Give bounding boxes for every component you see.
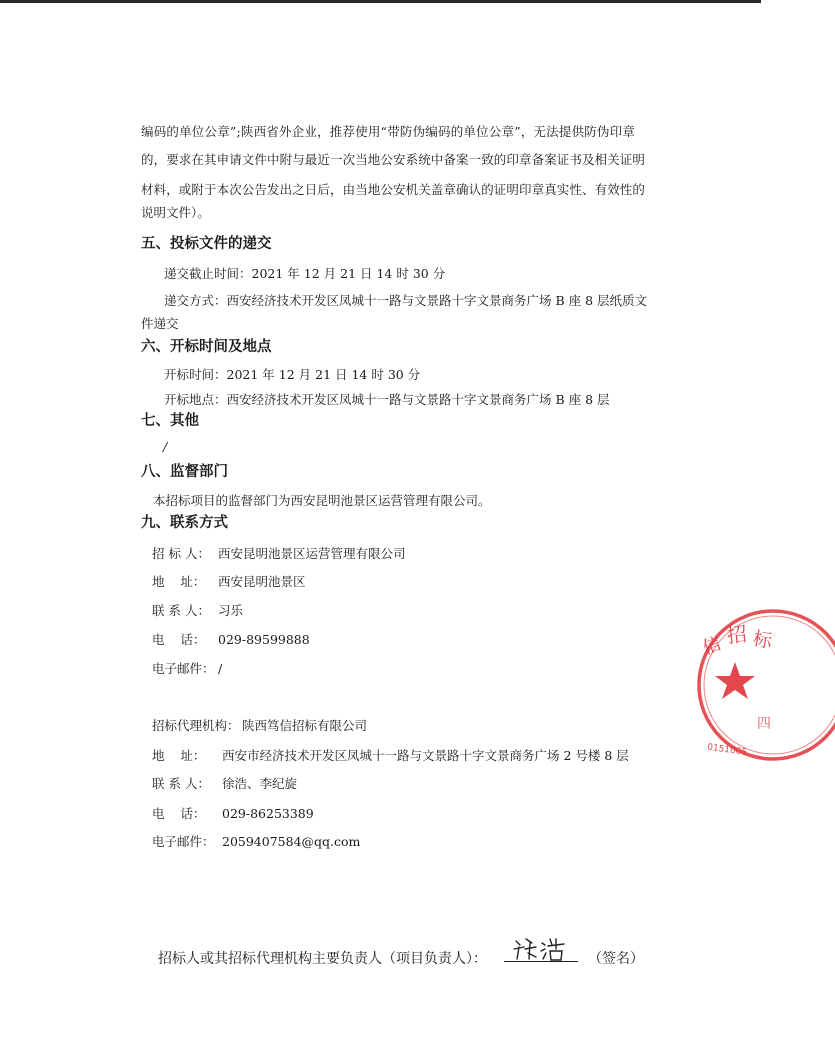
- tenderer-contact-label: 联 系 人：: [152, 603, 210, 618]
- svg-text:四: 四: [757, 716, 771, 732]
- intro-line-4: 说明文件）。: [141, 205, 210, 220]
- agency-phone: 029-86253389: [222, 806, 314, 821]
- tenderer-email-label: 电子邮件：: [152, 661, 215, 676]
- tenderer-name-label: 招 标 人：: [152, 546, 210, 561]
- s8-content: 本招标项目的监督部门为西安昆明池景区运营管理有限公司。: [153, 493, 491, 508]
- tenderer-addr-row: [152, 574, 306, 590]
- intro-line-3: 材料，或附于本次公告发出之日后，由当地公安机关盖章确认的证明印章真实性、有效性的: [141, 182, 646, 197]
- section-9-title: 九、联系方式: [141, 515, 228, 531]
- tenderer-email-row: [152, 661, 222, 677]
- tenderer-addr: 西安昆明池景区: [218, 574, 306, 589]
- agency-addr-row: [152, 748, 629, 764]
- seal-star-icon: [715, 662, 755, 699]
- tenderer-phone-label: 电 话：: [152, 632, 206, 647]
- agency-addr-label: 地 址：: [152, 748, 206, 763]
- s5-deadline: 递交截止时间：2021 年 12 月 21 日 14 时 30 分: [164, 266, 446, 281]
- tenderer-contact: 习乐: [218, 603, 244, 618]
- page-top-border: [0, 0, 761, 3]
- tenderer-name: 西安昆明池景区运营管理有限公司: [218, 546, 406, 561]
- s5-method-line-2: 件递交: [141, 316, 179, 331]
- agency-phone-row: [152, 806, 314, 822]
- intro-line-2: 的，要求在其申请文件中附与最近一次当地公安系统中备案一致的印章备案证书及相关证明: [141, 152, 646, 167]
- tenderer-name-row: [152, 546, 406, 562]
- svg-text:标: 标: [751, 627, 774, 653]
- section-7-title: 七、其他: [141, 413, 199, 429]
- agency-email: 2059407584@qq.com: [222, 834, 361, 849]
- section-8-title: 八、监督部门: [141, 464, 228, 480]
- agency-addr: 西安市经济技术开发区凤城十一路与文景路十字文景商务广场 2 号楼 8 层: [222, 748, 629, 763]
- agency-name: 陕西笃信招标有限公司: [242, 718, 368, 733]
- tenderer-phone: 029-89599888: [218, 632, 310, 647]
- svg-text:招: 招: [725, 621, 749, 648]
- svg-text:0151005: 0151005: [706, 742, 748, 759]
- s6-place: 开标地点：西安经济技术开发区凤城十一路与文景路十字文景商务广场 B 座 8 层: [164, 392, 610, 407]
- tenderer-addr-label: 地 址：: [152, 574, 206, 589]
- agency-contact-label: 联 系 人：: [152, 776, 210, 791]
- agency-email-row: [152, 834, 360, 850]
- s6-time: 开标时间：2021 年 12 月 21 日 14 时 30 分: [164, 367, 421, 382]
- agency-phone-label: 电 话：: [152, 806, 206, 821]
- section-5-title: 五、投标文件的递交: [141, 236, 272, 252]
- agency-contact: 徐浩、李纪旋: [222, 776, 298, 791]
- handwritten-signature: [512, 935, 572, 963]
- s7-content: /: [163, 439, 168, 454]
- agency-name-row: [152, 718, 367, 734]
- signature-suffix: （签名）: [588, 951, 644, 967]
- svg-text:信: 信: [700, 633, 725, 660]
- agency-email-label: 电子邮件：: [152, 834, 215, 849]
- tenderer-phone-row: [152, 632, 310, 648]
- agency-contact-row: [152, 776, 297, 792]
- section-6-title: 六、开标时间及地点: [141, 339, 272, 355]
- tenderer-email: /: [218, 661, 223, 676]
- company-seal: [695, 600, 835, 770]
- intro-line-1: 编码的单位公章”;陕西省外企业，推荐使用“带防伪编码的单位公章”，无法提供防伪印章: [141, 124, 636, 139]
- signature-label: 招标人或其招标代理机构主要负责人（项目负责人）：: [158, 951, 487, 967]
- tenderer-contact-row: [152, 603, 243, 619]
- s5-method-line-1: 递交方式：西安经济技术开发区凤城十一路与文景路十字文景商务广场 B 座 8 层纸质文: [164, 293, 648, 308]
- agency-name-label: 招标代理机构：: [152, 718, 240, 733]
